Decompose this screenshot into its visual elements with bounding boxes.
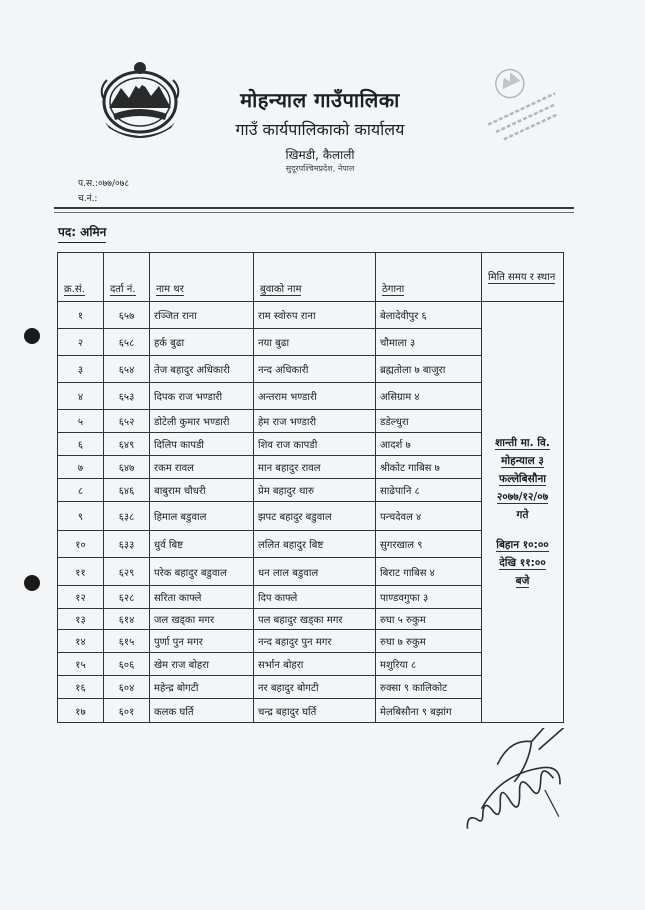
father-name-cell: धन लाल बडुवाल xyxy=(254,558,376,586)
father-name-cell: झपट बहादुर बडुवाल xyxy=(254,502,376,531)
serial-cell: ८ xyxy=(58,479,104,502)
serial-cell: ९ xyxy=(58,502,104,531)
name-cell: हिमाल बडुवाल xyxy=(150,502,254,531)
registration-cell: ६०४ xyxy=(104,676,150,699)
dispatch-number: च.नं.: xyxy=(78,194,98,204)
registration-cell: ६४६ xyxy=(104,479,150,502)
venue-time-suffix: बजे xyxy=(515,575,530,587)
serial-cell: १२ xyxy=(58,586,104,609)
serial-cell: १ xyxy=(58,302,104,329)
registration-cell: ६३८ xyxy=(104,502,150,531)
father-name-cell: सर्भान बोहरा xyxy=(254,653,376,676)
name-cell: डोटेली कुमार भण्डारी xyxy=(150,410,254,433)
serial-cell: ७ xyxy=(58,456,104,479)
venue-date-suffix: गते xyxy=(516,509,529,521)
venue-place-line1: शान्ती मा. वि. xyxy=(495,437,550,449)
father-name-cell: राम स्वोरुप राना xyxy=(254,302,376,329)
father-name-cell: प्रेम बहादुर थारु xyxy=(254,479,376,502)
name-cell: सरिता काफ्ले xyxy=(150,586,254,609)
address-cell: साढेपानि ८ xyxy=(376,479,482,502)
address-cell: पाण्डवगुफा ३ xyxy=(376,586,482,609)
name-cell: दिपक राज भण्डारी xyxy=(150,383,254,410)
serial-cell: ११ xyxy=(58,558,104,586)
address-cell: बेलादेवीपुर ६ xyxy=(376,302,482,329)
father-name-cell: नया बुढा xyxy=(254,329,376,356)
registration-cell: ६३३ xyxy=(104,531,150,558)
post-title: पद: अमिन xyxy=(58,223,106,243)
address-cell: चौमाला ३ xyxy=(376,329,482,356)
registration-cell: ६५२ xyxy=(104,410,150,433)
header-serial: क्र.सं. xyxy=(58,253,104,302)
serial-cell: १० xyxy=(58,531,104,558)
header-address: ठेगाना xyxy=(376,253,482,302)
header-divider xyxy=(54,212,574,213)
office-name: गाउँ कार्यपालिकाको कार्यालय xyxy=(235,120,405,139)
serial-cell: १३ xyxy=(58,609,104,630)
registration-cell: ६०६ xyxy=(104,653,150,676)
serial-cell: ६ xyxy=(58,433,104,456)
registration-cell: ६५८ xyxy=(104,329,150,356)
name-cell: पुर्णा पुन मगर xyxy=(150,630,254,653)
registration-cell: ६४७ xyxy=(104,456,150,479)
header-date-time-venue: मिति समय र स्थान xyxy=(482,253,564,302)
father-name-cell: नन्द अधिकारी xyxy=(254,356,376,383)
province-name: सुदूरपश्चिमप्रदेश, नेपाल xyxy=(285,164,355,173)
registration-cell: ६१४ xyxy=(104,609,150,630)
serial-cell: ४ xyxy=(58,383,104,410)
address-cell: असिग्राम ४ xyxy=(376,383,482,410)
serial-cell: १५ xyxy=(58,653,104,676)
office-location: खिमडी, कैलाली xyxy=(285,148,355,162)
address-cell: बिराट गाबिस ४ xyxy=(376,558,482,586)
punch-hole xyxy=(24,575,40,591)
serial-cell: २ xyxy=(58,329,104,356)
serial-cell: ५ xyxy=(58,410,104,433)
table-header-row xyxy=(58,253,564,302)
name-cell: हर्क बुढा xyxy=(150,329,254,356)
address-cell: डडेल्धुरा xyxy=(376,410,482,433)
address-cell: पन्चदेवल ४ xyxy=(376,502,482,531)
serial-cell: १४ xyxy=(58,630,104,653)
address-cell: मशुरिया ८ xyxy=(376,653,482,676)
header-father-name: बुवाको नाम xyxy=(254,253,376,302)
municipality-name: मोहन्याल गाउँपालिका xyxy=(240,88,400,112)
name-cell: कलक घर्ति xyxy=(150,699,254,723)
venue-date: २०७७/१२/०७ xyxy=(496,491,549,503)
name-cell: खेम राज बोहरा xyxy=(150,653,254,676)
father-name-cell: हेम राज भण्डारी xyxy=(254,410,376,433)
registration-cell: ६१५ xyxy=(104,630,150,653)
address-cell: रुघा ७ रुकुम xyxy=(376,630,482,653)
header-name: नाम थर xyxy=(150,253,254,302)
address-cell: सुगरखाल ९ xyxy=(376,531,482,558)
name-cell: रकम रावल xyxy=(150,456,254,479)
name-cell: दिलिप कापडी xyxy=(150,433,254,456)
name-cell: महेन्द्र बोगटी xyxy=(150,676,254,699)
address-cell: रुक्सा ९ कालिकोट xyxy=(376,676,482,699)
registration-cell: ६४९ xyxy=(104,433,150,456)
registration-cell: ६५४ xyxy=(104,356,150,383)
name-cell: धुर्व बिष्ट xyxy=(150,531,254,558)
serial-cell: १६ xyxy=(58,676,104,699)
father-name-cell: नर बहादुर बोगटी xyxy=(254,676,376,699)
registration-cell: ६५७ xyxy=(104,302,150,329)
address-cell: श्रीकोट गाबिस ७ xyxy=(376,456,482,479)
name-cell: जल खड्का मगर xyxy=(150,609,254,630)
government-emblem-icon xyxy=(95,58,185,140)
father-name-cell: शिव राज कापडी xyxy=(254,433,376,456)
name-cell: रञ्जित राना xyxy=(150,302,254,329)
father-name-cell: नन्द बहादुर पुन मगर xyxy=(254,630,376,653)
address-cell: ब्रह्मतोला ७ बाजुरा xyxy=(376,356,482,383)
father-name-cell: मान बहादुर रावल xyxy=(254,456,376,479)
header-registration: दर्ता नं. xyxy=(104,253,150,302)
name-cell: बाबुराम चौधरी xyxy=(150,479,254,502)
header-divider xyxy=(54,207,574,209)
venue-place-line2: मोहन्याल ३ xyxy=(501,455,544,467)
address-cell: आदर्श ७ xyxy=(376,433,482,456)
registration-cell: ६२८ xyxy=(104,586,150,609)
registration-cell: ६२९ xyxy=(104,558,150,586)
venue-time-line2: देखि ११:०० xyxy=(499,557,546,569)
father-name-cell: अन्तराम भण्डारी xyxy=(254,383,376,410)
father-name-cell: ललित बहादुर बिष्ट xyxy=(254,531,376,558)
registration-cell: ६०१ xyxy=(104,699,150,723)
father-name-cell: चन्द्र बहादुर घर्ति xyxy=(254,699,376,723)
name-cell: तेज बहादुर अधिकारी xyxy=(150,356,254,383)
punch-hole xyxy=(24,328,40,344)
serial-cell: १७ xyxy=(58,699,104,723)
candidate-table xyxy=(57,252,564,723)
father-name-cell: दिप काफ्ले xyxy=(254,586,376,609)
address-cell: मेलबिसौना ९ बझांग xyxy=(376,699,482,723)
venue-place-line3: फल्लेबिसौना xyxy=(498,473,547,485)
venue-time-line1: बिहान १०:०० xyxy=(496,539,549,551)
reference-number: प.स.:०७७/०७८ xyxy=(78,179,130,189)
signature-stamp-icon xyxy=(445,728,595,838)
address-cell: रुघा ५ रुकुम xyxy=(376,609,482,630)
office-stamp-icon xyxy=(470,52,565,147)
serial-cell: ३ xyxy=(58,356,104,383)
venue-cell xyxy=(482,302,564,723)
name-cell: परेक बहादुर बडुवाल xyxy=(150,558,254,586)
registration-cell: ६५३ xyxy=(104,383,150,410)
table-row xyxy=(58,302,564,329)
father-name-cell: पल बहादुर खड्का मगर xyxy=(254,609,376,630)
